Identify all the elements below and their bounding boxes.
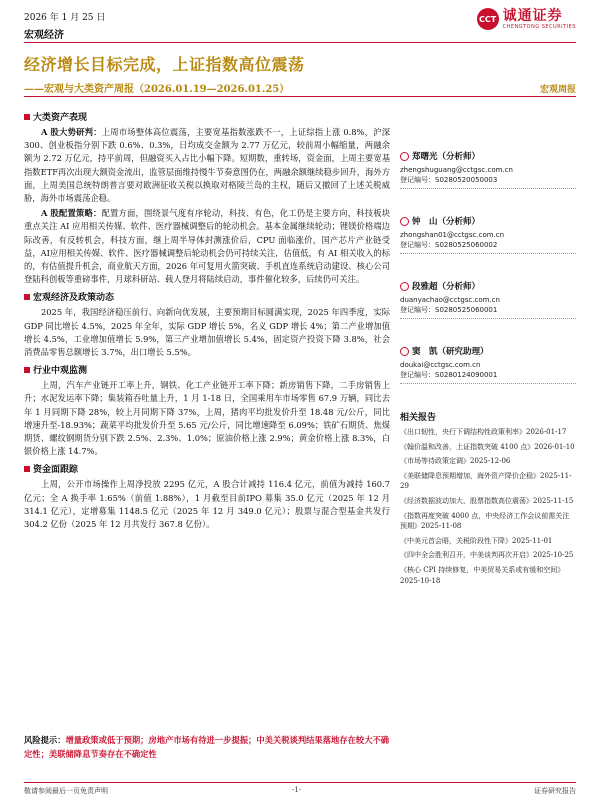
related-report-item[interactable]: 《核心 CPI 持续修复，中美贸易关系或有缓和空间》2025-10-18 [400,565,565,585]
report-subtitle: ——宏观与大类资产周报（2026.01.19—2026.01.25） [24,84,290,95]
paragraph: 2025 年，我国经济稳压前行、向新向优发展，主要预期目标圆满实现，2025 年四季度，实际 GDP 同比增长 4.5%，2025 年全年，实际 GDP 增长 5%，名义 GDP 增长 4%；第二产业增加值增长 4.5%，工业增加值增长 5.9%，第三产业增加值增长 5.4%，固定资产投资下降 3.8%，社会消费品零售总额增长 3.7%，出口增长 5.5%。 [24,307,390,358]
header-divider [24,42,576,43]
page-number: -1- [292,786,302,794]
analyst-name: 段雅超（分析师） [412,282,481,292]
analyst-cert: 登记编号：S0280520050003 [400,176,498,184]
section-macro-policy [24,290,390,359]
related-report-item[interactable]: 《出口韧性，央行下调结构性政策利率》2026-01-17 [400,428,567,436]
related-report-item[interactable]: 《经济数据波动加大，股票指数高位震荡》2025-11-15 [400,496,574,505]
related-report-item[interactable]: 《指数再度突破 4000 点，中央经济工作会议前需关注预期》2025-11-08 [400,511,570,531]
main-column [24,106,390,533]
analyst-cert: 登记编号：S0280124090001 [400,371,498,379]
analyst-name: 钟 山（分析师） [412,217,481,227]
logo-name-cn: 诚通证券 [502,7,563,24]
person-icon [400,217,409,226]
square-bullet-icon [24,466,30,472]
divider [400,318,576,319]
person-icon [400,282,409,291]
analyst-email[interactable]: duanyachao@cctgsc.com.cn [400,296,500,304]
paragraph: A 股大势研判：上周市场整体高位震荡，主要宽基指数涨跌不一，上证综指上涨 0.8%，沪深 300、创业板指分别下跌 0.6%、0.3%，日均成交金额为 2.77 万亿元，较前周小幅缩量，两融余额为 2.72 万亿元，持平前周，但融资买入占比小幅下降。短期数，重转场，资金面，上周主要宽基指数ETF再次出现大额资金流出，监管层面维持慢牛节奏意图仍在，两融余额继续稳步回升，海外方面，上周美国总统特朗普言要对欧洲征收关税以换取对格陵兰岛的主权，随后又撤回了上述关税威胁，海外市场震荡企稳。 [24,127,390,204]
risk-warning [24,733,390,761]
related-report-item[interactable]: 《中美元首会晤，关税阶段性下降》2025-11-01 [400,536,553,545]
section-heading: 资金面跟踪 [24,462,390,475]
company-logo [477,8,576,30]
footer-disclaimer: 敬请参阅最后一页免责声明 [24,787,108,795]
square-bullet-icon [24,367,30,373]
section-asset-performance [24,110,390,286]
paragraph: A 股配置策略：配置方面，围绕景气度有序轮动，科技、有色，化工仍是主要方向，科技板块重点关注 AI 应用相关传媒、软件、医疗器械调整后的轮动机会。基本金属继续轮动；锂镁价格端边际改善，有反转机会，科技方面，继上周半导体封测涨价后，CPU 面临涨价，国产芯片产业链受益，AI应用相关传媒、软件、医疗器械调整后轮动机会仍可持续关注，估值低，有 AI 相关收入的标的，有估值提升机会，商业航天方面，2026 年可复用火箭突破、手机直连系统启动建设、核心公司登陆科创板等重磅事件，月球科研站、载人登月将陆续启动，事件催化较多，后续仍可关注。 [24,208,391,285]
section-heading: 大类资产表现 [24,110,390,123]
report-title: 经济增长目标完成，上证指数高位震荡 [24,55,305,74]
related-reports-heading: 相关报告 [400,413,437,423]
title-divider [24,96,576,97]
related-report-item[interactable]: 《美联储降息预期增加，海外资产降价企稳》2025-11-29 [400,471,572,491]
risk-label: 风险提示： [24,735,66,745]
analyst-cert: 登记编号：S0280525060002 [400,241,498,249]
risk-text: 增量政策或低于预期；房地产市场有待进一步提振；中美关税谈判结果落地存在较大不确定性；美联储降息节奏存在不确定性 [24,735,390,759]
section-heading: 行业中观监测 [24,363,390,376]
analyst-name: 窦 凯（研究助理） [412,347,489,357]
logo-name-en: CHENGTONG SECURITIES [502,23,576,30]
section-heading: 宏观经济及政策动态 [24,290,390,303]
square-bullet-icon [24,294,30,300]
footer-divider [24,782,576,783]
divider [400,383,576,384]
related-report-item[interactable]: 《翰价温和改善，上证指数突破 4100 点》2026-01-10 [400,442,575,451]
analyst-email[interactable]: zhengshuguang@cctgsc.com.cn [400,166,513,174]
related-reports-list [400,427,576,586]
person-icon [400,347,409,356]
analyst-card [400,150,576,189]
analyst-name: 郑曙光（分析师） [412,152,481,162]
analyst-card [400,280,576,319]
report-date: 2026 年 1 月 25 日 [24,13,106,23]
square-bullet-icon [24,114,30,120]
related-report-item[interactable]: 《市场等待政策定调》2025-12-06 [400,457,511,466]
analyst-card [400,215,576,254]
report-section: 宏观经济 [24,30,64,41]
related-report-item[interactable]: 《四中全会胜利召开，中美谈判再次开启》2025-10-25 [400,551,574,560]
divider [400,188,576,189]
analyst-email[interactable]: zhongshan01@cctgsc.com.cn [400,231,505,239]
analyst-email[interactable]: doukai@cctgsc.com.cn [400,361,481,369]
report-type: 宏观周报 [539,85,576,95]
person-icon [400,152,409,161]
analyst-card [400,345,576,384]
section-liquidity [24,462,390,531]
divider [400,253,576,254]
paragraph: 上周，公开市场操作上周净投放 2295 亿元，A 股合计减持 116.4 亿元，前值为减持 160.7 亿元；全 A 换手率 1.65%（前值 1.88%），1 月截至目前IPO 募集 35.0 亿元（2025 年 12 月 314.1 亿元），定增募集 1148.5 亿元（2025 年 12 月 349.0 亿元）；股票与混合型基金共发行 304.2 亿份（2025 年 12 月共发行 367.8 亿份）。 [24,479,390,530]
sidebar [400,150,576,590]
logo-mark-icon: CCT [477,8,499,30]
paragraph: 上周，汽车产业链开工率上升，钢铁、化工产业链开工率下降；新房销售下降，二手房销售上升；水泥发运率下降；集装箱吞吐量上升，1 月 1-18 日，全国乘用车市场零售 67.9 万辆，同比去年 1 月同期下降 28%，较上月同期下降 37%，上周，猪肉平均批发价升至 18.48 元/公斤，同比增速升至-18.93%；蔬菜平均批发价升至 5.65 元/公斤，同比增速降至 6.09%；铁矿石期货、焦煤期货、螺纹钢期货分别下跌 2.5%、2.3%、1.0%；原油价格上涨 2.9%；黄金价格上涨 8.3%，白银价格上涨 14.7%。 [24,380,390,457]
footer-report-type: 证券研究报告 [534,787,576,795]
section-industry-monitor [24,363,390,458]
analyst-cert: 登记编号：S0280525060001 [400,306,498,314]
